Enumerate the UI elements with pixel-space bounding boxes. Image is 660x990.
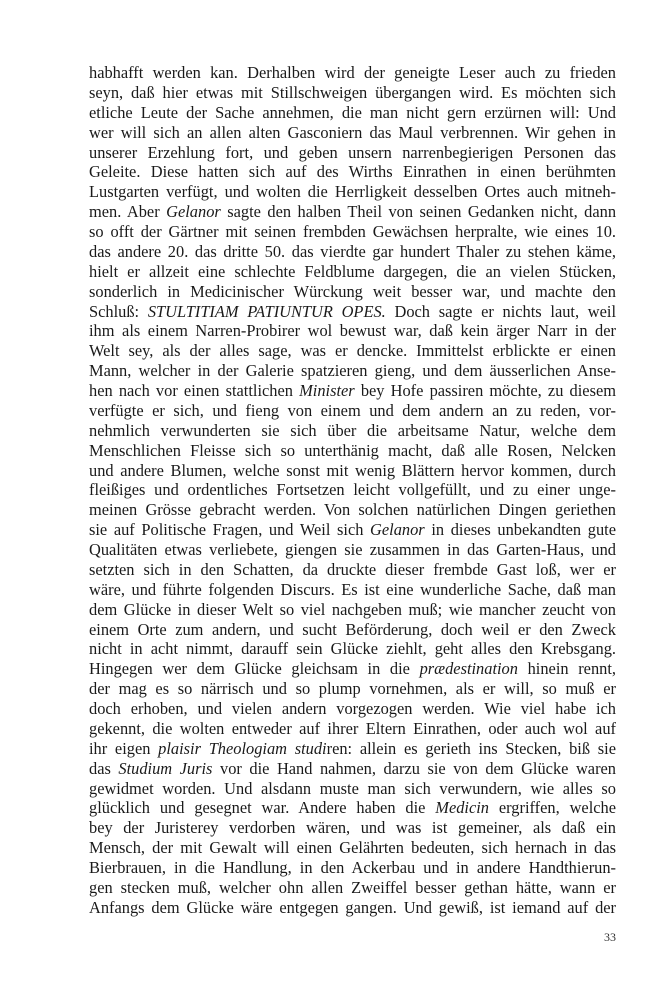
text-line — [89, 341, 616, 361]
text-run: bey der Juristerey verdorben wären, und was ist gemeiner, als daß ein — [89, 818, 616, 838]
text-line — [89, 620, 616, 640]
text-line — [89, 838, 616, 858]
text-run: meinen Grösse gebracht werden. Von solchen natürlichen Dingen geriethen — [89, 500, 616, 520]
text-line — [89, 798, 616, 818]
text-line — [89, 242, 616, 262]
text-run: und andere Blumen, welche sonst mit wenig Blättern hervor kommen, durch — [89, 460, 616, 480]
text-run: Welt sey, als der alles sage, was er dencke. Immittelst erblickte er einen — [89, 341, 616, 361]
text-line — [89, 779, 616, 799]
text-line — [89, 480, 616, 500]
text-line — [89, 222, 616, 242]
text-line — [89, 421, 616, 441]
text-run: Mensch, der mit Gewalt will einen Gelährten bedeuten, sich hernach in das — [89, 838, 616, 858]
text-line — [89, 381, 616, 401]
text-run: sagte den halben Theil von seinen Gedanken nicht, dann — [220, 202, 617, 222]
text-line — [89, 441, 616, 461]
text-line — [89, 461, 616, 481]
text-run: doch erhoben, und vielen andern vorgezogen werden. Wie viel habe ich — [89, 699, 616, 718]
italic-text: Gelanor — [370, 520, 425, 540]
text-run: vor die Hand nahmen, darzu sie von dem Glücke waren — [212, 758, 616, 778]
text-line — [89, 103, 616, 123]
text-line — [89, 262, 616, 282]
text-line — [89, 162, 616, 182]
italic-text: Studium Juris — [118, 758, 213, 778]
text-line — [89, 63, 616, 83]
text-run: setzten sich in den Schatten, da druckte dieser frembde Gast loß, wer er — [89, 559, 616, 579]
text-line — [89, 639, 616, 659]
text-run: habhafft werden kan. Derhalben wird der geneigte Leser auch zu frieden — [89, 63, 616, 82]
text-run: Schluß: — [89, 301, 148, 321]
text-run: ihm als einem Narren-Probirer wol bewust war, daß kein ärger Narr in der — [89, 321, 616, 341]
text-run: fleißiges und ordentliches Fortsetzen leicht vollgefüllt, und zu einer unge- — [89, 480, 616, 500]
italic-text: Minister — [299, 381, 355, 400]
text-run: Anfangs dem Glücke wäre entgegen gangen. Und gewiß, ist iemand auf der — [89, 897, 616, 917]
text-run: glücklich und gesegnet war. Andere haben die — [89, 798, 436, 818]
text-run: hinein rennt, — [517, 659, 616, 679]
text-run: men. Aber — [89, 202, 167, 222]
text-line — [89, 679, 616, 699]
text-run: so offt der Gärtner mit seinen frembden Gewächsen herpralte, wie eines 10. — [89, 222, 616, 241]
text-line — [89, 202, 616, 222]
text-line — [89, 302, 616, 322]
italic-text: plaisir Theologiam studi — [158, 738, 327, 758]
italic-text: Medicin — [435, 798, 489, 818]
italic-text: STULTITIAM PATIUNTUR OPES. — [147, 301, 386, 321]
text-run: das andere 20. das dritte 50. das vierdte gar hundert Thaler zu stehen käme, — [89, 241, 616, 261]
page-number: 33 — [604, 930, 616, 944]
italic-text: Gelanor — [166, 202, 221, 222]
text-line — [89, 759, 616, 779]
text-line — [89, 83, 616, 103]
text-run: sie auf Politische Fragen, und Weil sich — [89, 520, 371, 540]
text-run: Doch sagte er nichts laut, weil — [385, 301, 617, 321]
text-run: wer will sich an allen alten Gasconiern das Maul verbrennen. Wir gehen in — [89, 122, 616, 142]
text-line — [89, 858, 616, 878]
text-line — [89, 520, 616, 540]
text-run: in dieses unbekandten gute — [424, 520, 616, 540]
text-run: einem Orte zum andern, und sucht Beförderung, doch weil er den Zweck — [89, 619, 616, 639]
text-run: der mag es so närrisch und so plump vornehmen, als er will, so muß er — [89, 679, 616, 699]
text-line — [89, 282, 616, 302]
text-run: gewidmet worden. Und alsdann muste man sich verwundern, wie alles so — [89, 778, 616, 798]
text-line — [89, 719, 616, 739]
text-run: verfügte er sich, und fieng von einem und dem andern an zu reden, vor- — [89, 400, 616, 420]
text-line — [89, 361, 616, 381]
text-run: Hingegen wer dem Glücke gleichsam in die — [89, 659, 420, 679]
text-run: Bierbrauen, in die Handlung, in den Ackerbau und in andere Handthierun- — [89, 858, 616, 877]
text-line — [89, 739, 616, 759]
text-run: wäre, und führte folgenden Discurs. Es ist eine wunderliche Sache, daß man — [89, 579, 616, 599]
text-run: Geleite. Diese hatten sich auf des Wirths Einrathen in einen berühmten — [89, 162, 616, 182]
text-run: bey Hofe passiren möchte, zu diesem — [354, 381, 616, 400]
text-run: ren: allein es gerieth ins Stecken, biß sie — [326, 738, 616, 758]
text-run: nicht in acht nimmt, darauff sein Glücke ziehlt, geht alles den Krebsgang. — [89, 639, 616, 659]
text-run: gen stecken muß, welcher ohn allen Zweiffel besser gethan hätte, wann er — [89, 877, 616, 897]
text-run: dem Glücke in dieser Welt so viel nachgeben muß; wie mancher zeucht von — [89, 599, 616, 619]
text-line — [89, 898, 616, 918]
text-line — [89, 699, 616, 719]
text-run: ergriffen, welche — [489, 798, 616, 818]
text-line — [89, 182, 616, 202]
text-line — [89, 600, 616, 620]
text-run: Qualitäten etwas verliebete, giengen sie zusammen in das Garten-Haus, und — [89, 540, 616, 559]
text-line — [89, 818, 616, 838]
text-line — [89, 401, 616, 421]
text-line — [89, 878, 616, 898]
text-line — [89, 143, 616, 163]
text-run: ihr eigen — [89, 738, 159, 758]
text-run: das — [89, 758, 119, 778]
text-run: hen nach vor einen stattlichen — [89, 381, 300, 400]
text-run: nehmlich verwunderten sie sich über die arbeitsame Natur, welche dem — [89, 420, 616, 440]
text-run: unserer Erzehlung fort, und geben unsern narrenbegierigen Personen das — [89, 142, 616, 162]
text-run: etliche Leute der Sache annehmen, die man nicht gern erzürnen will: Und — [89, 102, 616, 122]
text-run: sonderlich in Medicinischer Würckung weit besser war, und machte den — [89, 281, 616, 301]
text-line — [89, 580, 616, 600]
text-run: seyn, daß hier etwas mit Stillschweigen übergangen wird. Es möchten sich — [89, 82, 616, 102]
text-run: Menschlichen Fleisse sich so unterthänig macht, daß alle Rosen, Nelcken — [89, 440, 616, 460]
text-line — [89, 659, 616, 679]
text-line — [89, 540, 616, 560]
text-line — [89, 560, 616, 580]
text-run: hielt er allzeit eine schlechte Feldblume dargegen, die an vielen Stücken, — [89, 261, 616, 281]
text-run: Mann, welcher in der Galerie spatzieren gieng, und dem äusserlichen Anse- — [89, 361, 616, 381]
body-text — [89, 63, 616, 918]
text-run: Lustgarten verfügt, und wolten die Herrligkeit desselben Ortes auch mitneh- — [89, 182, 616, 202]
text-run: gekennt, die wolten entweder auf ihrer Eltern Einrathen, oder auch wol auf — [89, 718, 616, 738]
text-line — [89, 321, 616, 341]
text-line — [89, 123, 616, 143]
italic-text: prædestination — [419, 659, 518, 679]
text-line — [89, 500, 616, 520]
